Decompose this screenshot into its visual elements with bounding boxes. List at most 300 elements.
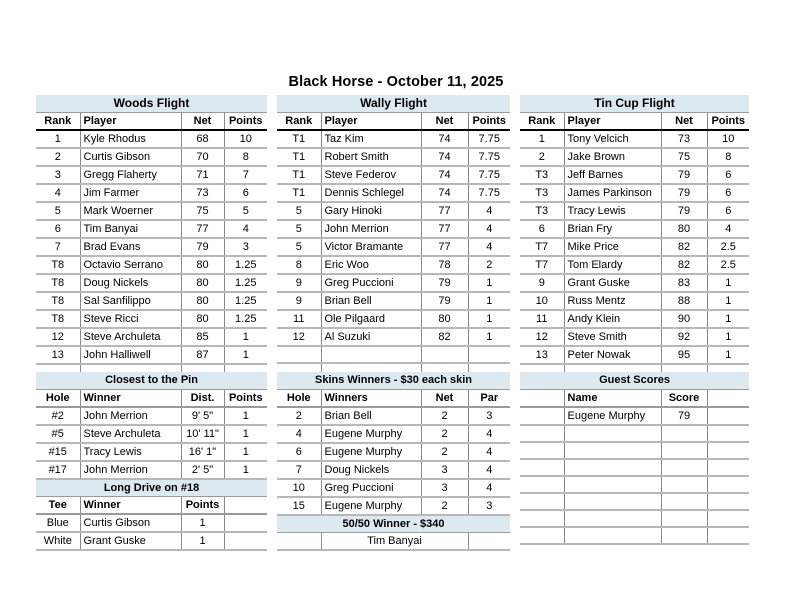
woods-cell: Steve Ricci xyxy=(80,310,181,328)
skins-header-row xyxy=(277,389,510,407)
wally-header-cell: Net xyxy=(421,112,468,130)
skins-cell: Eugene Murphy xyxy=(321,425,421,443)
tincup-table-row xyxy=(520,328,749,346)
guest-cell xyxy=(520,527,564,544)
woods-cell: 73 xyxy=(181,184,224,202)
guest-table-row xyxy=(520,527,749,544)
tincup-cell: 88 xyxy=(661,292,707,310)
ctp-cell: Tracy Lewis xyxy=(80,443,181,461)
tincup-cell: 80 xyxy=(661,220,707,238)
wally-table-row xyxy=(277,328,510,346)
tincup-cell: 12 xyxy=(520,328,564,346)
skins-cell: 4 xyxy=(468,479,510,497)
ctp-title-row xyxy=(36,372,267,389)
ctp-cell: John Merrion xyxy=(80,461,181,479)
fifty-fifty-winner: Tim Banyai xyxy=(321,532,468,550)
wally-cell xyxy=(277,346,321,363)
woods-cell: 1.25 xyxy=(224,292,267,310)
tincup-cell: 2.5 xyxy=(707,238,749,256)
tincup-flight-table xyxy=(520,95,749,382)
ctp-cell: John Merrion xyxy=(80,407,181,425)
guest-cell xyxy=(707,493,749,510)
longdrive-cell: 1 xyxy=(181,514,224,532)
ctp-cell: #5 xyxy=(36,425,80,443)
guest-table-row xyxy=(520,407,749,425)
wally-cell: 77 xyxy=(421,238,468,256)
guest-header-cell: Score xyxy=(661,389,707,407)
tincup-table-row xyxy=(520,130,749,148)
tincup-table-row xyxy=(520,274,749,292)
skins-cell: Greg Puccioni xyxy=(321,479,421,497)
woods-cell: 5 xyxy=(224,202,267,220)
guest-cell xyxy=(661,476,707,493)
guest-cell xyxy=(661,493,707,510)
skins-header-cell: Hole xyxy=(277,389,321,407)
skins-cell: Doug Nickels xyxy=(321,461,421,479)
wally-cell: 11 xyxy=(277,310,321,328)
skins-title-row xyxy=(277,372,510,389)
woods-cell: 85 xyxy=(181,328,224,346)
woods-header-cell: Player xyxy=(80,112,181,130)
longdrive-cell: 1 xyxy=(181,532,224,550)
wally-cell: 77 xyxy=(421,220,468,238)
guest-cell xyxy=(520,442,564,459)
ctp-cell: Steve Archuleta xyxy=(80,425,181,443)
tincup-cell: T3 xyxy=(520,202,564,220)
woods-cell: 10 xyxy=(224,130,267,148)
guest-table-row xyxy=(520,459,749,476)
skins-table xyxy=(277,372,510,551)
tincup-cell: 6 xyxy=(520,220,564,238)
wally-cell: 4 xyxy=(468,238,510,256)
guest-cell xyxy=(520,493,564,510)
wally-cell: 5 xyxy=(277,220,321,238)
guest-cell xyxy=(661,527,707,544)
wally-cell: 9 xyxy=(277,274,321,292)
longdrive-header-cell: Tee xyxy=(36,496,80,514)
wally-cell: 5 xyxy=(277,202,321,220)
woods-cell: 6 xyxy=(36,220,80,238)
guest-header-cell xyxy=(707,389,749,407)
wally-cell: Taz Kim xyxy=(321,130,421,148)
guest-cell xyxy=(564,510,661,527)
tincup-table-row xyxy=(520,166,749,184)
guest-cell xyxy=(707,527,749,544)
woods-cell: Steve Archuleta xyxy=(80,328,181,346)
guest-header-row xyxy=(520,389,749,407)
woods-cell: 80 xyxy=(181,256,224,274)
wally-table-row xyxy=(277,256,510,274)
tincup-cell: T3 xyxy=(520,184,564,202)
guest-scores-table xyxy=(520,372,749,545)
guest-cell xyxy=(564,459,661,476)
wally-flight-table xyxy=(277,95,510,381)
ctp-cell: 10' 11" xyxy=(181,425,224,443)
closest-to-pin-table xyxy=(36,372,267,551)
tincup-cell: 73 xyxy=(661,130,707,148)
guest-title: Guest Scores xyxy=(520,372,749,389)
woods-cell: Curtis Gibson xyxy=(80,148,181,166)
tincup-table-row xyxy=(520,346,749,364)
skins-cell: 3 xyxy=(468,497,510,515)
guest-cell xyxy=(661,510,707,527)
woods-table-row xyxy=(36,310,267,328)
longdrive-cell xyxy=(224,514,267,532)
skins-cell: 10 xyxy=(277,479,321,497)
longdrive-table-row xyxy=(36,532,267,550)
woods-cell: 80 xyxy=(181,292,224,310)
woods-cell: 12 xyxy=(36,328,80,346)
tincup-table-row xyxy=(520,238,749,256)
longdrive-cell: Curtis Gibson xyxy=(80,514,181,532)
tincup-cell: 1 xyxy=(707,274,749,292)
wally-cell xyxy=(321,346,421,363)
wally-cell: Dennis Schlegel xyxy=(321,184,421,202)
tincup-cell: Brian Fry xyxy=(564,220,661,238)
guest-cell xyxy=(661,459,707,476)
tincup-cell: 1 xyxy=(707,292,749,310)
ctp-cell: 2' 5" xyxy=(181,461,224,479)
woods-cell: 1.25 xyxy=(224,256,267,274)
tincup-title: Tin Cup Flight xyxy=(520,95,749,112)
woods-cell: T8 xyxy=(36,292,80,310)
skins-cell: 2 xyxy=(421,407,468,425)
fifty-fifty-row xyxy=(277,532,510,550)
skins-cell: Eugene Murphy xyxy=(321,443,421,461)
tincup-header-cell: Rank xyxy=(520,112,564,130)
fifty-fifty-empty-cell xyxy=(277,532,321,550)
guest-cell xyxy=(564,442,661,459)
tincup-cell: Tracy Lewis xyxy=(564,202,661,220)
skins-cell: 4 xyxy=(468,461,510,479)
longdrive-header-cell: Winner xyxy=(80,496,181,514)
skins-table-row xyxy=(277,497,510,515)
tincup-cell: 6 xyxy=(707,184,749,202)
wally-cell: Greg Puccioni xyxy=(321,274,421,292)
woods-table-row xyxy=(36,184,267,202)
guest-cell xyxy=(707,459,749,476)
guest-cell xyxy=(564,493,661,510)
wally-cell: 74 xyxy=(421,166,468,184)
ctp-header-cell: Winner xyxy=(80,389,181,407)
woods-cell: Sal Sanfilippo xyxy=(80,292,181,310)
ctp-cell: #15 xyxy=(36,443,80,461)
tincup-cell: Jeff Barnes xyxy=(564,166,661,184)
wally-cell: Al Suzuki xyxy=(321,328,421,346)
wally-cell: Ole Pilgaard xyxy=(321,310,421,328)
ctp-cell: 1 xyxy=(224,461,267,479)
woods-cell: 1 xyxy=(224,346,267,364)
wally-cell xyxy=(468,346,510,363)
skins-cell: 2 xyxy=(277,407,321,425)
longdrive-header-row xyxy=(36,496,267,514)
woods-cell: T8 xyxy=(36,256,80,274)
ctp-cell: 9' 5" xyxy=(181,407,224,425)
longdrive-cell xyxy=(224,532,267,550)
wally-cell: 7.75 xyxy=(468,184,510,202)
woods-cell: T8 xyxy=(36,274,80,292)
tincup-cell: 6 xyxy=(707,166,749,184)
wally-cell: 4 xyxy=(468,202,510,220)
tincup-cell: 90 xyxy=(661,310,707,328)
woods-table-row xyxy=(36,274,267,292)
woods-cell: 3 xyxy=(224,238,267,256)
woods-cell: 75 xyxy=(181,202,224,220)
tincup-cell: 82 xyxy=(661,256,707,274)
fifty-fifty-title-row xyxy=(277,515,510,533)
tincup-cell: 8 xyxy=(707,148,749,166)
ctp-cell: 1 xyxy=(224,425,267,443)
wally-cell: 74 xyxy=(421,184,468,202)
guest-cell xyxy=(520,459,564,476)
wally-cell: 2 xyxy=(468,256,510,274)
guest-title-row xyxy=(520,372,749,389)
tincup-cell: 2.5 xyxy=(707,256,749,274)
wally-cell: 7.75 xyxy=(468,148,510,166)
wally-table-row xyxy=(277,184,510,202)
wally-header-cell: Points xyxy=(468,112,510,130)
woods-cell: 1.25 xyxy=(224,274,267,292)
wally-cell: T1 xyxy=(277,130,321,148)
wally-cell: 1 xyxy=(468,310,510,328)
woods-header-cell: Rank xyxy=(36,112,80,130)
ctp-table-row xyxy=(36,425,267,443)
skins-cell: 2 xyxy=(421,443,468,461)
guest-cell xyxy=(564,425,661,442)
woods-table-row xyxy=(36,166,267,184)
wally-table-row xyxy=(277,166,510,184)
woods-header-row xyxy=(36,112,267,130)
woods-table-row xyxy=(36,130,267,148)
guest-table-row xyxy=(520,425,749,442)
woods-cell: 7 xyxy=(224,166,267,184)
longdrive-table-row xyxy=(36,514,267,532)
woods-cell: John Halliwell xyxy=(80,346,181,364)
woods-table-row xyxy=(36,292,267,310)
wally-header-row xyxy=(277,112,510,130)
skins-cell: 15 xyxy=(277,497,321,515)
woods-cell: 3 xyxy=(36,166,80,184)
wally-cell: 1 xyxy=(468,328,510,346)
ctp-table-row xyxy=(36,443,267,461)
guest-table-row xyxy=(520,510,749,527)
guest-cell xyxy=(520,510,564,527)
longdrive-header-cell xyxy=(224,496,267,514)
woods-cell: 13 xyxy=(36,346,80,364)
wally-table-row xyxy=(277,274,510,292)
wally-header-cell: Player xyxy=(321,112,421,130)
guest-cell xyxy=(564,476,661,493)
tincup-cell: 79 xyxy=(661,166,707,184)
woods-cell: 4 xyxy=(224,220,267,238)
wally-cell: 1 xyxy=(468,292,510,310)
wally-cell: Steve Federov xyxy=(321,166,421,184)
wally-table-row xyxy=(277,220,510,238)
wally-cell: 8 xyxy=(277,256,321,274)
woods-cell: Doug Nickels xyxy=(80,274,181,292)
guest-header-cell xyxy=(520,389,564,407)
guest-cell xyxy=(520,425,564,442)
tincup-cell: 2 xyxy=(520,148,564,166)
skins-cell: Eugene Murphy xyxy=(321,497,421,515)
fifty-fifty-title: 50/50 Winner - $340 xyxy=(277,515,510,533)
ctp-header-cell: Points xyxy=(224,389,267,407)
skins-cell: 2 xyxy=(421,425,468,443)
tincup-cell: Grant Guske xyxy=(564,274,661,292)
skins-cell: Brian Bell xyxy=(321,407,421,425)
guest-cell xyxy=(707,476,749,493)
wally-cell xyxy=(421,346,468,363)
tincup-cell: 95 xyxy=(661,346,707,364)
guest-cell xyxy=(707,510,749,527)
woods-title-row xyxy=(36,95,267,112)
skins-table-row xyxy=(277,425,510,443)
fifty-fifty-empty-cell xyxy=(468,532,510,550)
tincup-cell: 1 xyxy=(707,310,749,328)
woods-cell: 77 xyxy=(181,220,224,238)
tincup-cell: 1 xyxy=(707,328,749,346)
woods-cell: Kyle Rhodus xyxy=(80,130,181,148)
wally-table-row xyxy=(277,238,510,256)
tincup-header-cell: Points xyxy=(707,112,749,130)
wally-cell: T1 xyxy=(277,166,321,184)
wally-cell: T1 xyxy=(277,184,321,202)
longdrive-cell: Blue xyxy=(36,514,80,532)
woods-cell: 6 xyxy=(224,184,267,202)
longdrive-title-row xyxy=(36,479,267,497)
wally-title-row xyxy=(277,95,510,112)
skins-header-cell: Net xyxy=(421,389,468,407)
woods-cell: Jim Farmer xyxy=(80,184,181,202)
skins-cell: 4 xyxy=(468,443,510,461)
tincup-cell: Tony Velcich xyxy=(564,130,661,148)
tincup-cell: T7 xyxy=(520,256,564,274)
wally-cell: Gary Hinoki xyxy=(321,202,421,220)
wally-table-row xyxy=(277,346,510,363)
tincup-table-row xyxy=(520,148,749,166)
guest-table-row xyxy=(520,493,749,510)
wally-cell: John Merrion xyxy=(321,220,421,238)
woods-cell: 5 xyxy=(36,202,80,220)
woods-cell: 71 xyxy=(181,166,224,184)
tincup-table-row xyxy=(520,256,749,274)
guest-cell: Eugene Murphy xyxy=(564,407,661,425)
woods-cell: Brad Evans xyxy=(80,238,181,256)
woods-cell: 87 xyxy=(181,346,224,364)
tincup-cell: 79 xyxy=(661,184,707,202)
woods-table-row xyxy=(36,148,267,166)
guest-cell: 79 xyxy=(661,407,707,425)
ctp-table-row xyxy=(36,407,267,425)
wally-cell: Robert Smith xyxy=(321,148,421,166)
skins-cell: 4 xyxy=(277,425,321,443)
tincup-cell: T3 xyxy=(520,166,564,184)
woods-cell: 68 xyxy=(181,130,224,148)
skins-table-row xyxy=(277,407,510,425)
wally-cell: 1 xyxy=(468,274,510,292)
tincup-cell: 10 xyxy=(707,130,749,148)
wally-cell: 5 xyxy=(277,238,321,256)
ctp-cell: 1 xyxy=(224,407,267,425)
tincup-cell: 1 xyxy=(707,346,749,364)
guest-table-row xyxy=(520,476,749,493)
woods-table-row xyxy=(36,220,267,238)
woods-table-row xyxy=(36,256,267,274)
wally-table-row xyxy=(277,292,510,310)
woods-header-cell: Net xyxy=(181,112,224,130)
ctp-cell: 1 xyxy=(224,443,267,461)
tincup-cell: 83 xyxy=(661,274,707,292)
tincup-cell: 4 xyxy=(707,220,749,238)
woods-cell: 80 xyxy=(181,274,224,292)
tincup-cell: 10 xyxy=(520,292,564,310)
tincup-table-row xyxy=(520,310,749,328)
ctp-title: Closest to the Pin xyxy=(36,372,267,389)
guest-cell xyxy=(707,425,749,442)
wally-cell: 9 xyxy=(277,292,321,310)
ctp-header-cell: Hole xyxy=(36,389,80,407)
skins-cell: 3 xyxy=(421,479,468,497)
ctp-cell: 16' 1" xyxy=(181,443,224,461)
woods-cell: 2 xyxy=(36,148,80,166)
tincup-cell: 6 xyxy=(707,202,749,220)
woods-cell: 4 xyxy=(36,184,80,202)
tincup-cell: 75 xyxy=(661,148,707,166)
woods-cell: 1.25 xyxy=(224,310,267,328)
wally-cell: 79 xyxy=(421,274,468,292)
tincup-cell: Tom Elardy xyxy=(564,256,661,274)
woods-title: Woods Flight xyxy=(36,95,267,112)
wally-cell: 4 xyxy=(468,220,510,238)
skins-table-row xyxy=(277,443,510,461)
wally-cell: 7.75 xyxy=(468,130,510,148)
ctp-header-cell: Dist. xyxy=(181,389,224,407)
woods-cell: 80 xyxy=(181,310,224,328)
guest-cell xyxy=(707,407,749,425)
skins-cell: 3 xyxy=(421,461,468,479)
wally-table-row xyxy=(277,202,510,220)
ctp-cell: #2 xyxy=(36,407,80,425)
wally-table-row xyxy=(277,148,510,166)
woods-header-cell: Points xyxy=(224,112,267,130)
skins-title: Skins Winners - $30 each skin xyxy=(277,372,510,389)
woods-cell: 8 xyxy=(224,148,267,166)
guest-cell xyxy=(564,527,661,544)
longdrive-header-cell: Points xyxy=(181,496,224,514)
woods-cell: Gregg Flaherty xyxy=(80,166,181,184)
skins-header-cell: Par xyxy=(468,389,510,407)
skins-cell: 2 xyxy=(421,497,468,515)
tincup-cell: 79 xyxy=(661,202,707,220)
wally-cell: T1 xyxy=(277,148,321,166)
guest-header-cell: Name xyxy=(564,389,661,407)
skins-cell: 3 xyxy=(468,407,510,425)
woods-table-row xyxy=(36,238,267,256)
guest-cell xyxy=(661,425,707,442)
tincup-cell: T7 xyxy=(520,238,564,256)
guest-cell xyxy=(661,442,707,459)
woods-cell: 7 xyxy=(36,238,80,256)
tincup-cell: Jake Brown xyxy=(564,148,661,166)
wally-cell: 12 xyxy=(277,328,321,346)
wally-cell: 80 xyxy=(421,310,468,328)
tincup-header-row xyxy=(520,112,749,130)
guest-cell xyxy=(520,407,564,425)
wally-cell: 78 xyxy=(421,256,468,274)
wally-cell: 82 xyxy=(421,328,468,346)
tincup-cell: 11 xyxy=(520,310,564,328)
woods-cell: 1 xyxy=(224,328,267,346)
